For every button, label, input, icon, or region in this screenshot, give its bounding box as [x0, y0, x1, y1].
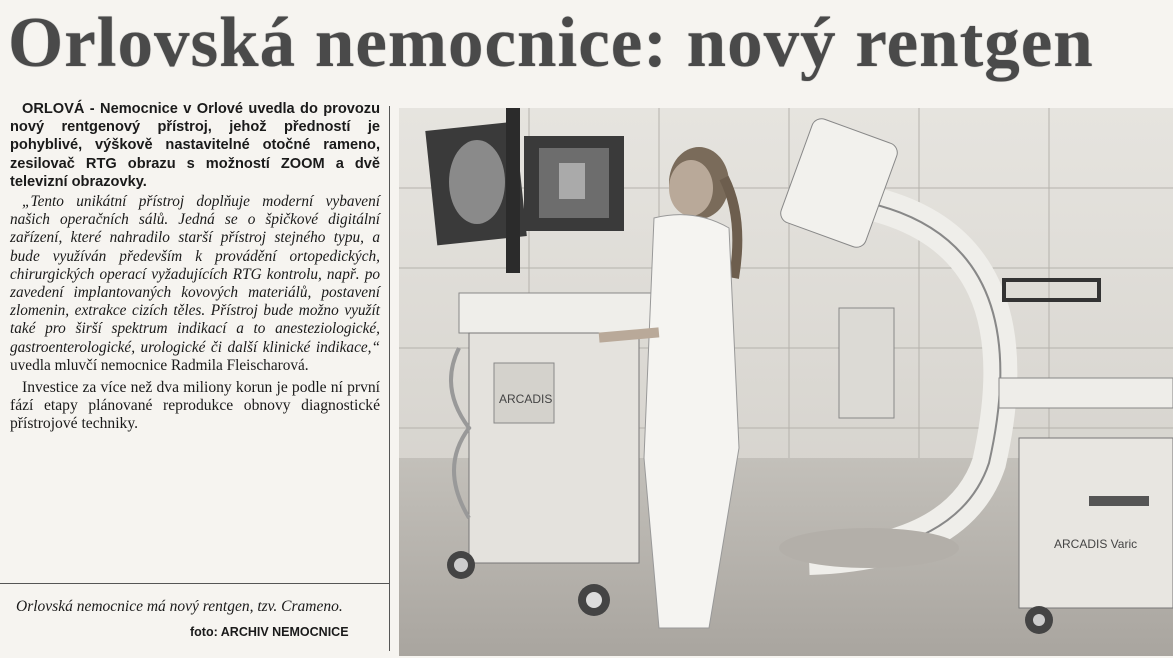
column-divider	[389, 106, 390, 651]
xray-room-illustration	[399, 108, 1173, 656]
quote-text: „Tento unikátní přístroj doplňuje moderní vybavení našich operačních sálů. Jedná se o špičkové digitální zařízení, které nahradilo starší přístroj stejného typu, a bude využíván především k provádění ortopedických, chirurgických operací vyžadujících RTG kontrolu, např. po zavedení implantovaných kovových materiálů, postavení zlomenin, extrakce cizích těles. Přístroj bude možno využít také pro širší spektrum indikací a to anesteziologické, gastroenterologické, urologické či další klinické indikace,“	[10, 193, 380, 356]
photo	[399, 108, 1173, 656]
caption-text: Orlovská nemocnice má nový rentgen, tzv. Crameno.	[16, 598, 343, 615]
article-body	[10, 100, 380, 434]
article-paragraph: Investice za více než dva miliony korun je podle ní první fází etapy plánované reprodukce obnovy diagnostické přístrojové techniky.	[10, 379, 380, 433]
headline: Orlovská nemocnice: nový rentgen	[8, 4, 1094, 82]
article-quote	[10, 193, 380, 375]
caption-divider	[0, 583, 390, 584]
quote-attribution: uvedla mluvčí nemocnice Radmila Fleischarová.	[10, 356, 309, 374]
photo-caption	[16, 596, 380, 618]
photo-credit: foto: ARCHIV NEMOCNICE	[190, 625, 349, 639]
article-lead: ORLOVÁ - Nemocnice v Orlové uvedla do provozu nový rentgenový přístroj, jehož předností je pohyblivé, výškově nastavitelné otočné rameno, zesilovač RTG obrazu s možností ZOOM a dvě televizní obrazovky.	[10, 101, 380, 190]
device-label-arcadis-varic: ARCADIS Varic	[1054, 537, 1138, 551]
device-label-arcadis: ARCADIS	[499, 392, 553, 406]
